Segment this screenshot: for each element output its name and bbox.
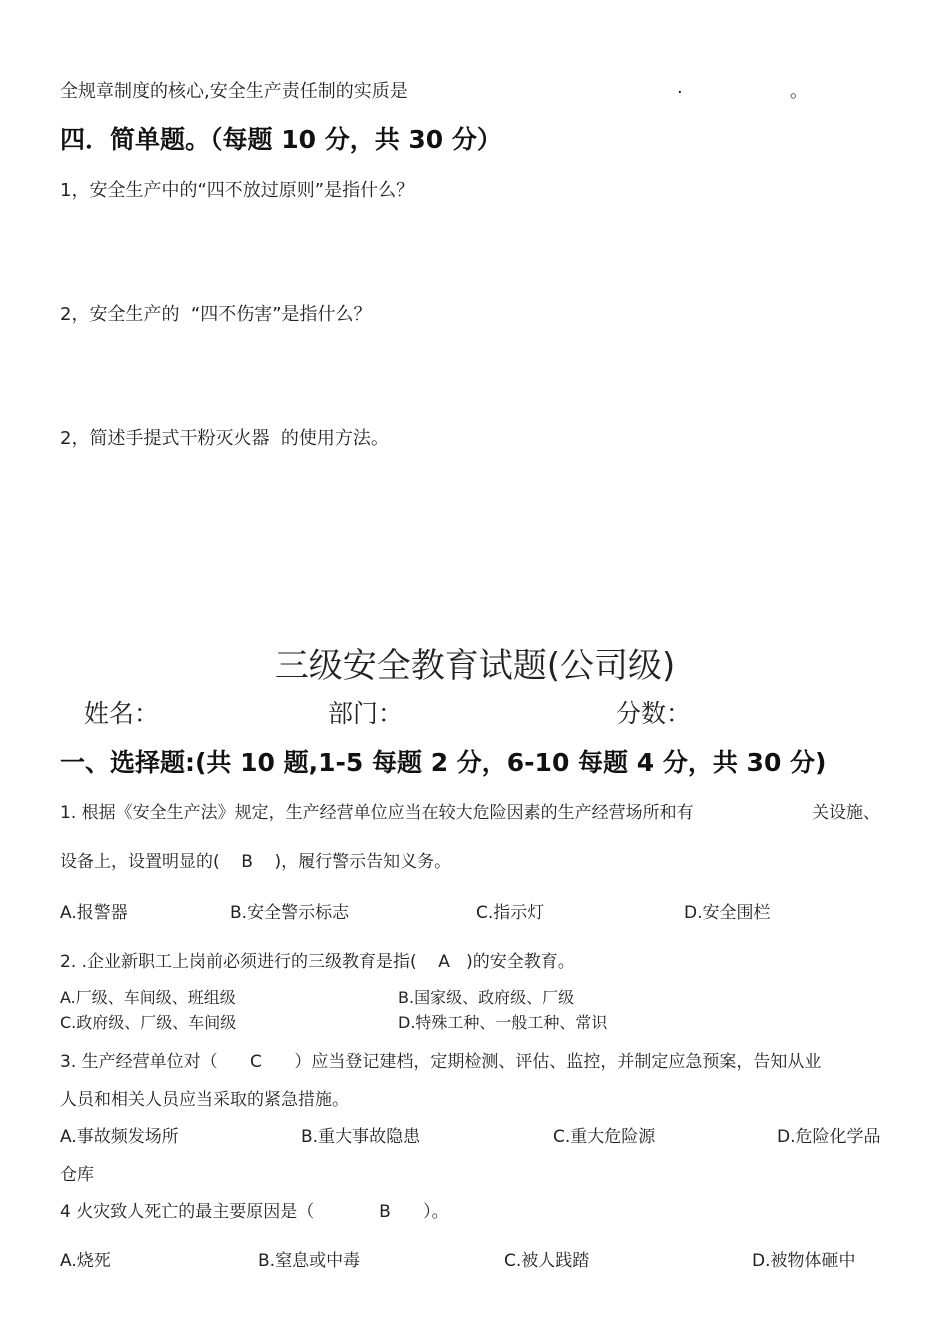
option-d: D.危险化学品 (777, 1127, 881, 1147)
fill-in-line-end: 。 (790, 81, 808, 102)
department-label: 部门： (328, 699, 404, 728)
option-c: C.被人践踏 (504, 1251, 590, 1271)
question-text: 4 火灾致人死亡的最主要原因是（ B ）。 (60, 1202, 449, 1222)
option-a: A.报警器 (60, 903, 128, 923)
question-text: 1，安全生产中的“四不放过原则”是指什么？ (60, 180, 415, 201)
option-a: A.事故频发场所 (60, 1127, 179, 1147)
question-text: 1. 根据《安全生产法》规定，生产经营单位应当在较大危险因素的生产经营场所和有 (60, 803, 694, 823)
option-b: B.重大事故隐患 (301, 1127, 421, 1147)
option-b: B.窒息或中毒 (258, 1251, 361, 1271)
option-c: C.重大危险源 (553, 1127, 656, 1147)
option-d: D.被物体砸中 (752, 1251, 856, 1271)
score-label: 分数： (616, 699, 692, 728)
question-text: 3. 生产经营单位对（ C ）应当登记建档，定期检测、评估、监控，并制定应急预案，告知从业 (60, 1052, 822, 1072)
option-d-wrap: 仓库 (60, 1165, 94, 1185)
question-text: 关设施、 (812, 803, 880, 823)
question-text: 2，安全生产的 “四不伤害”是指什么？ (60, 304, 372, 325)
option-d: D.安全围栏 (684, 903, 771, 923)
section-heading-multiple-choice: 一、选择题:(共 10 题,1-5 每题 2 分，6-10 每题 4 分，共 30 分) (60, 748, 827, 777)
question-text: 人员和相关人员应当采取的紧急措施。 (60, 1090, 349, 1110)
option-b: B.国家级、政府级、厂级 (398, 988, 575, 1007)
option-c: C.指示灯 (476, 903, 545, 923)
question-text: 设备上，设置明显的( B )，履行警示告知义务。 (60, 852, 452, 872)
option-a: A.烧死 (60, 1251, 111, 1271)
fill-in-line: 全规章制度的核心,安全生产责任制的实质是 (60, 81, 408, 102)
option-d: D.特殊工种、一般工种、常识 (398, 1013, 608, 1032)
question-text: 2. .企业新职工上岗前必须进行的三级教育是指( A )的安全教育。 (60, 952, 575, 972)
name-label: 姓名： (84, 699, 160, 728)
exam-title: 三级安全教育试题(公司级) (274, 646, 676, 686)
section-heading-short-answer: 四．简单题。（每题 10 分，共 30 分） (60, 125, 502, 154)
option-c: C.政府级、厂级、车间级 (60, 1013, 237, 1032)
fill-in-blank-dot: . (677, 77, 683, 98)
option-b: B.安全警示标志 (230, 903, 350, 923)
option-a: A.厂级、车间级、班组级 (60, 988, 236, 1007)
question-text: 2，简述手提式干粉灭火器 的使用方法。 (60, 428, 389, 449)
